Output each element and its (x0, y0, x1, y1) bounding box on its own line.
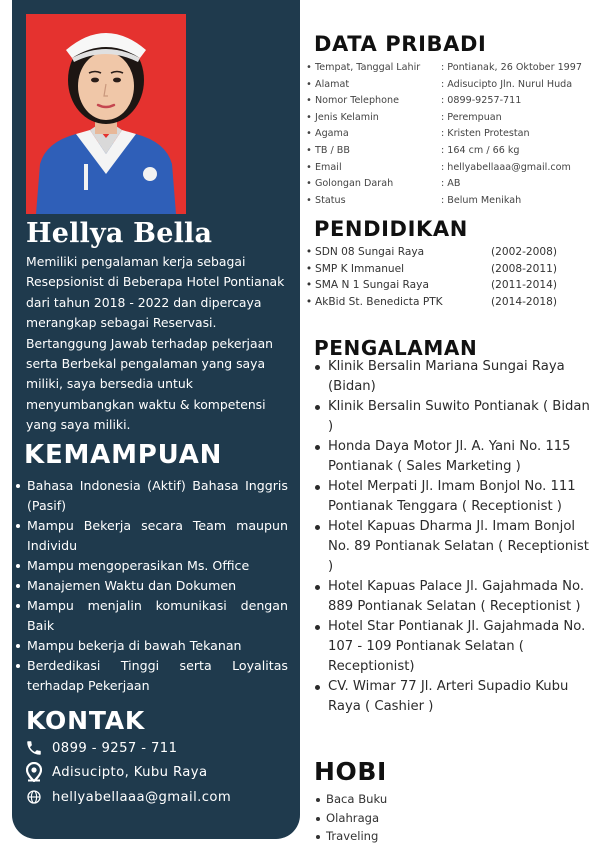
personal-label: TB / BB (315, 144, 350, 156)
personal-label: Agama (315, 128, 349, 140)
globe-icon (24, 787, 44, 807)
personal-row: • Golongan Darah : AB (303, 176, 598, 193)
school-name: SDN 08 Sungai Raya (315, 246, 425, 258)
personal-row: • Agama : Kristen Protestan (303, 126, 598, 143)
education-row: • SMA N 1 Sungai Raya (2011-2014) (303, 277, 573, 294)
personal-value: : Kristen Protestan (441, 128, 530, 140)
skill-item: Mampu bekerja di bawah Tekanan (14, 636, 288, 656)
profile-photo (26, 14, 186, 214)
personal-row: • Jenis Kelamin : Perempuan (303, 110, 598, 127)
personal-label: Alamat (315, 78, 350, 90)
personal-value: : Perempuan (441, 111, 502, 123)
experience-item: Hotel Merpati Jl. Imam Bonjol No. 111 Pontianak Tenggara ( Receptionist ) (312, 477, 596, 517)
personal-value: : Belum Menikah (441, 194, 522, 206)
hobby-item: Olahraga (314, 809, 387, 828)
personal-value: : 164 cm / 66 kg (441, 144, 520, 156)
experience-item: Klinik Bersalin Mariana Sungai Raya (Bidan) (312, 357, 596, 397)
contact-phone-row (24, 738, 177, 758)
personal-label: Nomor Telephone (315, 95, 399, 107)
education-row: • SDN 08 Sungai Raya (2002-2008) (303, 244, 573, 261)
school-name: SMA N 1 Sungai Raya (315, 279, 429, 292)
contact-email[interactable]: hellyabellaaa@gmail.com (52, 789, 232, 805)
skill-item: Berdedikasi Tinggi serta Loyalitas terhadap Pekerjaan (14, 656, 288, 696)
personal-row: • Status : Belum Menikah (303, 193, 598, 210)
profile-summary: Memiliki pengalaman kerja sebagai Resepsionist di Beberapa Hotel Pontianak dari tahun 2018 - 2022 dan dipercaya merangkap sebagai Reservasi. Bertanggung Jawab terhadap pekerjaan serta Berbekal pengalaman yang saya miliki, saya bersedia untuk menyumbangkan waktu & kompetensi yang saya miliki. (26, 254, 285, 433)
education-row: • SMP K Immanuel (2008-2011) (303, 261, 573, 278)
hobby-item: Traveling (314, 827, 387, 846)
personal-data-list (303, 60, 598, 209)
experience-item: Klinik Bersalin Suwito Pontianak ( Bidan ) (312, 397, 596, 437)
experience-item: Hotel Kapuas Palace Jl. Gajahmada No. 889 Pontianak Selatan ( Receptionist ) (312, 577, 596, 617)
hobbies-title: HOBI (314, 757, 387, 786)
education-list (303, 244, 573, 310)
personal-label: Status (315, 194, 346, 206)
personal-row: • Email : hellyabellaaa@gmail.com (303, 160, 598, 177)
person-name: Hellya Bella (26, 218, 213, 249)
phone-icon (24, 738, 44, 758)
personal-label: Jenis Kelamin (315, 111, 379, 123)
school-years: (2011-2014) (491, 279, 558, 292)
skills-title: KEMAMPUAN (24, 440, 223, 470)
personal-row: • TB / BB : 164 cm / 66 kg (303, 143, 598, 160)
skill-item: Bahasa Indonesia (Aktif) Bahasa Inggris (Pasif) (14, 476, 288, 516)
skill-item: Mampu menjalin komunikasi dengan Baik (14, 596, 288, 636)
experience-item: Hotel Kapuas Dharma Jl. Imam Bonjol No. 89 Pontianak Selatan ( Receptionist ) (312, 517, 596, 577)
contact-address-row (24, 762, 207, 782)
skill-item: Manajemen Waktu dan Dokumen (14, 576, 288, 596)
school-years: (2008-2011) (491, 262, 558, 275)
personal-value: : Adisucipto Jln. Nurul Huda (441, 78, 573, 90)
skills-list (14, 476, 288, 696)
education-title: PENDIDIKAN (314, 217, 468, 241)
experience-item: Hotel Star Pontianak Jl. Gajahmada No. 107 - 109 Pontianak Selatan ( Receptionist) (312, 617, 596, 677)
experience-title: PENGALAMAN (314, 336, 478, 360)
portrait-illustration (26, 14, 186, 214)
school-name: AkBid St. Benedicta PTK (315, 295, 443, 308)
personal-value: : AB (441, 178, 461, 190)
personal-data-title: DATA PRIBADI (314, 32, 487, 56)
location-pin-icon (24, 762, 44, 782)
personal-value: : 0899-9257-711 (441, 95, 522, 107)
experience-item: CV. Wimar 77 Jl. Arteri Supadio Kubu Raya ( Cashier ) (312, 677, 596, 717)
personal-row: • Tempat, Tanggal Lahir : Pontianak, 26 Oktober 1997 (303, 60, 598, 77)
contact-phone: 0899 - 9257 - 711 (52, 740, 178, 756)
personal-value: : Pontianak, 26 Oktober 1997 (441, 62, 582, 73)
education-row: • AkBid St. Benedicta PTK (2014-2018) (303, 294, 573, 311)
experience-list (312, 357, 596, 717)
school-name: SMP K Immanuel (315, 262, 405, 275)
hobbies-list (314, 790, 387, 846)
school-years: (2002-2008) (491, 246, 558, 258)
personal-value: : hellyabellaaa@gmail.com (441, 161, 571, 173)
experience-item: Honda Daya Motor Jl. A. Yani No. 115 Pontianak ( Sales Marketing ) (312, 437, 596, 477)
contact-title: KONTAK (26, 706, 146, 735)
skill-item: Mampu mengoperasikan Ms. Office (14, 556, 288, 576)
personal-label: Tempat, Tanggal Lahir (315, 62, 421, 73)
personal-label: Email (315, 161, 342, 173)
personal-label: Golongan Darah (315, 178, 394, 190)
school-years: (2014-2018) (491, 295, 558, 308)
personal-row: • Nomor Telephone : 0899-9257-711 (303, 93, 598, 110)
skill-item: Mampu Bekerja secara Team maupun Individu (14, 516, 288, 556)
contact-address: Adisucipto, Kubu Raya (52, 764, 208, 780)
contact-email-row (24, 787, 231, 807)
hobby-item: Baca Buku (314, 790, 387, 809)
personal-row: • Alamat : Adisucipto Jln. Nurul Huda (303, 77, 598, 94)
